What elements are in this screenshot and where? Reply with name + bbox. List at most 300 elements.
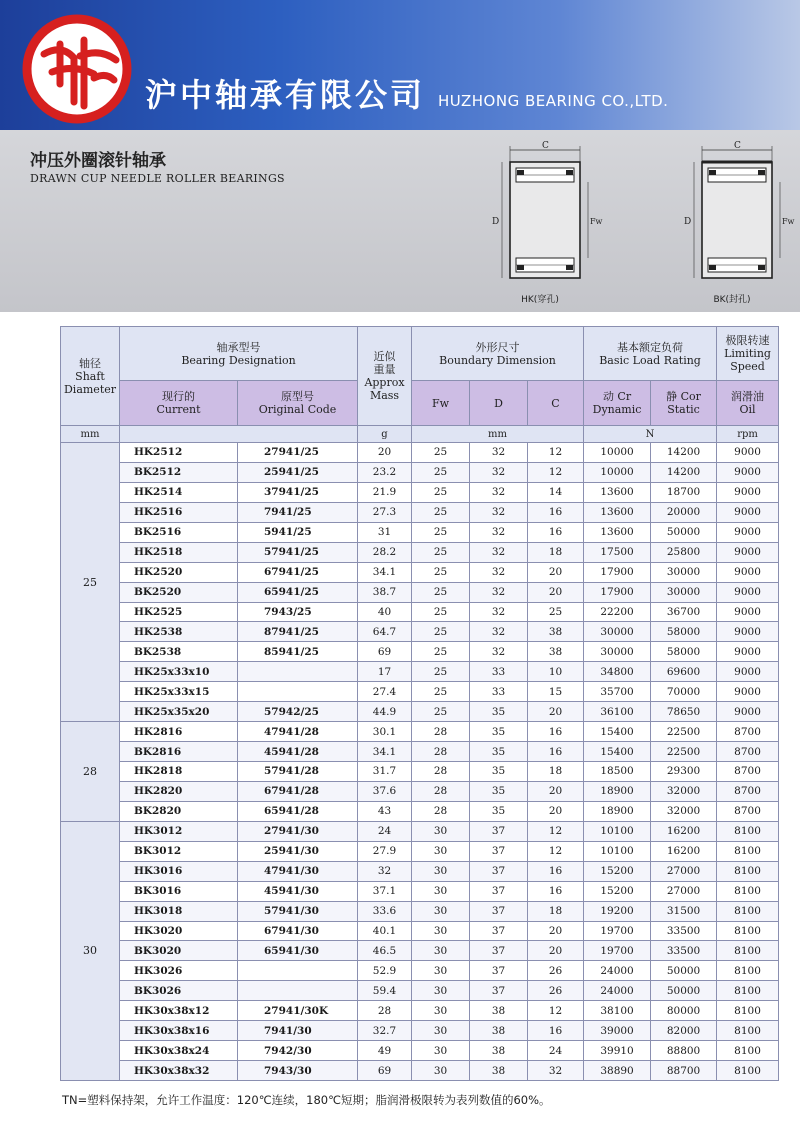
original-code-cell: 27941/25 [238,443,358,463]
fw-cell: 25 [412,582,470,602]
static-cor-cell: 50000 [651,961,717,981]
c-cell: 16 [528,742,584,762]
dynamic-cr-cell: 15200 [584,861,651,881]
dynamic-cr-cell: 30000 [584,622,651,642]
current-code-cell: HK25x33x15 [120,682,238,702]
d-cell: 32 [470,443,528,463]
current-code-cell: BK3016 [120,881,238,901]
static-cor-cell: 22500 [651,742,717,762]
current-code-cell: BK2516 [120,522,238,542]
mass-cell: 27.9 [358,841,412,861]
current-code-cell: BK2520 [120,582,238,602]
current-code-cell: HK2816 [120,722,238,742]
static-cor-cell: 82000 [651,1021,717,1041]
d-cell: 37 [470,881,528,901]
mass-cell: 59.4 [358,981,412,1001]
mass-cell: 64.7 [358,622,412,642]
fw-cell: 30 [412,1001,470,1021]
original-code-cell [238,662,358,682]
table-row [61,1041,779,1061]
header-cor: 静 Cor Static [651,381,717,426]
company-header [0,0,800,130]
current-code-cell: HK2820 [120,781,238,801]
speed-cell: 8100 [717,981,779,1001]
mass-cell: 23.2 [358,462,412,482]
dynamic-cr-cell: 19700 [584,941,651,961]
c-cell: 38 [528,642,584,662]
bk-bearing-diagram [662,140,800,305]
original-code-cell: 47941/30 [238,861,358,881]
dynamic-cr-cell: 15400 [584,722,651,742]
speed-cell: 9000 [717,562,779,582]
mass-cell: 31 [358,522,412,542]
fw-cell: 25 [412,602,470,622]
table-row [61,522,779,542]
fw-cell: 28 [412,801,470,821]
original-code-cell: 67941/30 [238,921,358,941]
mass-cell: 46.5 [358,941,412,961]
static-cor-cell: 31500 [651,901,717,921]
mass-cell: 37.6 [358,781,412,801]
current-code-cell: HK2520 [120,562,238,582]
c-cell: 26 [528,981,584,1001]
current-code-cell: HK2518 [120,542,238,562]
dynamic-cr-cell: 19200 [584,901,651,921]
speed-cell: 8700 [717,781,779,801]
dynamic-cr-cell: 17900 [584,582,651,602]
c-cell: 20 [528,702,584,722]
speed-cell: 8700 [717,801,779,821]
speed-cell: 9000 [717,682,779,702]
original-code-cell [238,981,358,1001]
speed-cell: 9000 [717,642,779,662]
original-code-cell: 27941/30K [238,1001,358,1021]
speed-cell: 8100 [717,1021,779,1041]
speed-cell: 9000 [717,482,779,502]
static-cor-cell: 27000 [651,881,717,901]
header-fw: Fw [412,381,470,426]
fw-cell: 28 [412,781,470,801]
mass-cell: 34.1 [358,742,412,762]
mass-cell: 17 [358,662,412,682]
fw-cell: 30 [412,1041,470,1061]
d-cell: 37 [470,921,528,941]
current-code-cell: BK2538 [120,642,238,662]
static-cor-cell: 27000 [651,861,717,881]
current-code-cell: HK3020 [120,921,238,941]
c-cell: 18 [528,762,584,782]
original-code-cell: 67941/28 [238,781,358,801]
current-code-cell: HK3026 [120,961,238,981]
original-code-cell: 87941/25 [238,622,358,642]
svg-text:Fw: Fw [590,217,603,226]
original-code-cell [238,961,358,981]
dynamic-cr-cell: 19700 [584,921,651,941]
unit-mass: g [358,426,412,443]
c-cell: 20 [528,582,584,602]
fw-cell: 25 [412,562,470,582]
static-cor-cell: 36700 [651,602,717,622]
speed-cell: 8100 [717,901,779,921]
dynamic-cr-cell: 10100 [584,821,651,841]
original-code-cell: 65941/28 [238,801,358,821]
current-code-cell: HK2525 [120,602,238,622]
original-code-cell [238,682,358,702]
d-cell: 37 [470,861,528,881]
c-cell: 20 [528,781,584,801]
fw-cell: 25 [412,622,470,642]
speed-cell: 8100 [717,1041,779,1061]
hk-bearing-diagram [470,140,610,305]
fw-cell: 25 [412,462,470,482]
hk-diagram-caption: HK(穿孔) [521,295,559,305]
d-cell: 33 [470,682,528,702]
fw-cell: 28 [412,762,470,782]
current-code-cell: HK25x33x10 [120,662,238,682]
current-code-cell: BK2512 [120,462,238,482]
mass-cell: 40.1 [358,921,412,941]
table-row [61,443,779,463]
fw-cell: 28 [412,722,470,742]
original-code-cell: 7942/30 [238,1041,358,1061]
fw-cell: 28 [412,742,470,762]
table-row [61,622,779,642]
c-cell: 10 [528,662,584,682]
original-code-cell: 7943/25 [238,602,358,622]
d-cell: 35 [470,801,528,821]
dynamic-cr-cell: 13600 [584,502,651,522]
fw-cell: 25 [412,522,470,542]
header-mass: 近似 重量 Approx Mass [358,327,412,426]
c-cell: 12 [528,462,584,482]
original-code-cell: 25941/30 [238,841,358,861]
table-row [61,841,779,861]
dynamic-cr-cell: 30000 [584,642,651,662]
table-row [61,642,779,662]
c-cell: 20 [528,921,584,941]
dynamic-cr-cell: 24000 [584,981,651,1001]
dynamic-cr-cell: 39000 [584,1021,651,1041]
fw-cell: 30 [412,841,470,861]
c-cell: 16 [528,522,584,542]
original-code-cell: 37941/25 [238,482,358,502]
d-cell: 32 [470,642,528,662]
static-cor-cell: 18700 [651,482,717,502]
original-code-cell: 65941/30 [238,941,358,961]
table-row [61,702,779,722]
d-cell: 37 [470,981,528,1001]
current-code-cell: BK3012 [120,841,238,861]
original-code-cell: 67941/25 [238,562,358,582]
bk-diagram-caption: BK(封孔) [713,295,751,305]
header-boundary: 外形尺寸 Boundary Dimension [412,327,584,381]
unit-shaft: mm [61,426,120,443]
mass-cell: 69 [358,642,412,662]
current-code-cell: HK2516 [120,502,238,522]
static-cor-cell: 33500 [651,941,717,961]
dynamic-cr-cell: 10000 [584,443,651,463]
fw-cell: 30 [412,861,470,881]
static-cor-cell: 58000 [651,622,717,642]
fw-cell: 25 [412,542,470,562]
c-cell: 12 [528,1001,584,1021]
svg-text:C: C [542,141,549,151]
huzhong-logo-icon [22,14,132,124]
c-cell: 24 [528,1041,584,1061]
static-cor-cell: 30000 [651,562,717,582]
fw-cell: 25 [412,443,470,463]
table-row [61,1001,779,1021]
d-cell: 32 [470,582,528,602]
d-cell: 32 [470,462,528,482]
static-cor-cell: 29300 [651,762,717,782]
d-cell: 33 [470,662,528,682]
d-cell: 37 [470,841,528,861]
company-name-en: HUZHONG BEARING CO.,LTD. [438,92,669,110]
original-code-cell: 25941/25 [238,462,358,482]
mass-cell: 28.2 [358,542,412,562]
d-cell: 35 [470,781,528,801]
fw-cell: 30 [412,881,470,901]
d-cell: 32 [470,542,528,562]
mass-cell: 34.1 [358,562,412,582]
header-shaft: 轴径 Shaft Diameter [61,327,120,426]
svg-text:Fw: Fw [782,217,795,226]
dynamic-cr-cell: 13600 [584,522,651,542]
table-row [61,542,779,562]
static-cor-cell: 22500 [651,722,717,742]
original-code-cell: 57941/25 [238,542,358,562]
unit-load: N [584,426,717,443]
header-original: 原型号 Original Code [238,381,358,426]
header-cr: 动 Cr Dynamic [584,381,651,426]
static-cor-cell: 32000 [651,801,717,821]
fw-cell: 25 [412,502,470,522]
static-cor-cell: 20000 [651,502,717,522]
bk-cross-section-icon [662,140,800,290]
shaft-diameter-cell: 30 [61,821,120,1080]
original-code-cell: 85941/25 [238,642,358,662]
c-cell: 20 [528,801,584,821]
static-cor-cell: 33500 [651,921,717,941]
current-code-cell: HK30x38x12 [120,1001,238,1021]
table-row [61,861,779,881]
speed-cell: 8100 [717,1061,779,1081]
fw-cell: 30 [412,941,470,961]
table-row [61,821,779,841]
dynamic-cr-cell: 10000 [584,462,651,482]
d-cell: 32 [470,562,528,582]
dynamic-cr-cell: 38100 [584,1001,651,1021]
d-cell: 32 [470,602,528,622]
mass-cell: 27.3 [358,502,412,522]
d-cell: 35 [470,722,528,742]
original-code-cell: 5941/25 [238,522,358,542]
dynamic-cr-cell: 36100 [584,702,651,722]
mass-cell: 33.6 [358,901,412,921]
table-row [61,961,779,981]
current-code-cell: HK30x38x24 [120,1041,238,1061]
c-cell: 18 [528,542,584,562]
static-cor-cell: 14200 [651,443,717,463]
footnote: TN=塑料保持架，允许工作温度：120℃连续，180℃短期；脂润滑极限转为表列数值的60%。 [62,1093,551,1107]
c-cell: 12 [528,841,584,861]
c-cell: 18 [528,901,584,921]
table-row [61,801,779,821]
dynamic-cr-cell: 34800 [584,662,651,682]
fw-cell: 30 [412,981,470,1001]
table-row [61,1021,779,1041]
c-cell: 12 [528,821,584,841]
static-cor-cell: 16200 [651,821,717,841]
table-row [61,722,779,742]
original-code-cell: 7941/30 [238,1021,358,1041]
svg-text:D: D [492,217,500,227]
table-row [61,1061,779,1081]
speed-cell: 8700 [717,742,779,762]
speed-cell: 8700 [717,762,779,782]
dynamic-cr-cell: 39910 [584,1041,651,1061]
c-cell: 20 [528,562,584,582]
static-cor-cell: 80000 [651,1001,717,1021]
table-row [61,582,779,602]
d-cell: 37 [470,961,528,981]
original-code-cell: 47941/28 [238,722,358,742]
mass-cell: 44.9 [358,702,412,722]
static-cor-cell: 16200 [651,841,717,861]
d-cell: 38 [470,1021,528,1041]
shaft-diameter-cell: 28 [61,722,120,822]
fw-cell: 30 [412,961,470,981]
dynamic-cr-cell: 15200 [584,881,651,901]
speed-cell: 8100 [717,861,779,881]
header-d: D [470,381,528,426]
original-code-cell: 27941/30 [238,821,358,841]
c-cell: 15 [528,682,584,702]
original-code-cell: 7943/30 [238,1061,358,1081]
table-row [61,981,779,1001]
dynamic-cr-cell: 18500 [584,762,651,782]
current-code-cell: HK3016 [120,861,238,881]
table-row [61,881,779,901]
static-cor-cell: 69600 [651,662,717,682]
current-code-cell: HK3018 [120,901,238,921]
c-cell: 16 [528,881,584,901]
current-code-cell: BK3026 [120,981,238,1001]
table-row [61,921,779,941]
fw-cell: 25 [412,682,470,702]
speed-cell: 8100 [717,821,779,841]
static-cor-cell: 50000 [651,981,717,1001]
speed-cell: 8100 [717,961,779,981]
table-row [61,502,779,522]
original-code-cell: 57942/25 [238,702,358,722]
fw-cell: 30 [412,1021,470,1041]
table-row [61,901,779,921]
dynamic-cr-cell: 18900 [584,801,651,821]
product-title-cn: 冲压外圈滚针轴承 [30,151,166,171]
table-row [61,562,779,582]
current-code-cell: HK25x35x20 [120,702,238,722]
mass-cell: 31.7 [358,762,412,782]
current-code-cell: BK2820 [120,801,238,821]
svg-text:D: D [684,217,692,227]
d-cell: 38 [470,1061,528,1081]
c-cell: 25 [528,602,584,622]
table-row [61,662,779,682]
c-cell: 32 [528,1061,584,1081]
speed-cell: 8100 [717,941,779,961]
unit-designation [120,426,358,443]
unit-speed: rpm [717,426,779,443]
static-cor-cell: 88700 [651,1061,717,1081]
header-c: C [528,381,584,426]
dynamic-cr-cell: 35700 [584,682,651,702]
d-cell: 37 [470,941,528,961]
c-cell: 38 [528,622,584,642]
current-code-cell: BK2816 [120,742,238,762]
mass-cell: 28 [358,1001,412,1021]
fw-cell: 30 [412,821,470,841]
speed-cell: 8100 [717,921,779,941]
fw-cell: 25 [412,642,470,662]
bearing-spec-body [61,443,779,1081]
table-row [61,781,779,801]
dynamic-cr-cell: 17900 [584,562,651,582]
d-cell: 37 [470,901,528,921]
static-cor-cell: 30000 [651,582,717,602]
fw-cell: 25 [412,662,470,682]
static-cor-cell: 32000 [651,781,717,801]
d-cell: 32 [470,622,528,642]
current-code-cell: HK2818 [120,762,238,782]
static-cor-cell: 88800 [651,1041,717,1061]
c-cell: 16 [528,1021,584,1041]
speed-cell: 9000 [717,602,779,622]
current-code-cell: HK3012 [120,821,238,841]
header-load: 基本额定负荷 Basic Load Rating [584,327,717,381]
speed-cell: 9000 [717,542,779,562]
dynamic-cr-cell: 18900 [584,781,651,801]
shaft-diameter-cell: 25 [61,443,120,722]
mass-cell: 24 [358,821,412,841]
table-row [61,602,779,622]
table-row [61,482,779,502]
unit-boundary: mm [412,426,584,443]
static-cor-cell: 14200 [651,462,717,482]
mass-cell: 43 [358,801,412,821]
mass-cell: 52.9 [358,961,412,981]
speed-cell: 9000 [717,582,779,602]
fw-cell: 25 [412,482,470,502]
c-cell: 16 [528,722,584,742]
mass-cell: 40 [358,602,412,622]
d-cell: 35 [470,742,528,762]
static-cor-cell: 70000 [651,682,717,702]
original-code-cell: 45941/28 [238,742,358,762]
c-cell: 20 [528,941,584,961]
static-cor-cell: 58000 [651,642,717,662]
d-cell: 38 [470,1041,528,1061]
table-row [61,941,779,961]
d-cell: 37 [470,821,528,841]
original-code-cell: 57941/28 [238,762,358,782]
speed-cell: 9000 [717,443,779,463]
table-row [61,762,779,782]
current-code-cell: HK2512 [120,443,238,463]
speed-cell: 8100 [717,841,779,861]
mass-cell: 21.9 [358,482,412,502]
